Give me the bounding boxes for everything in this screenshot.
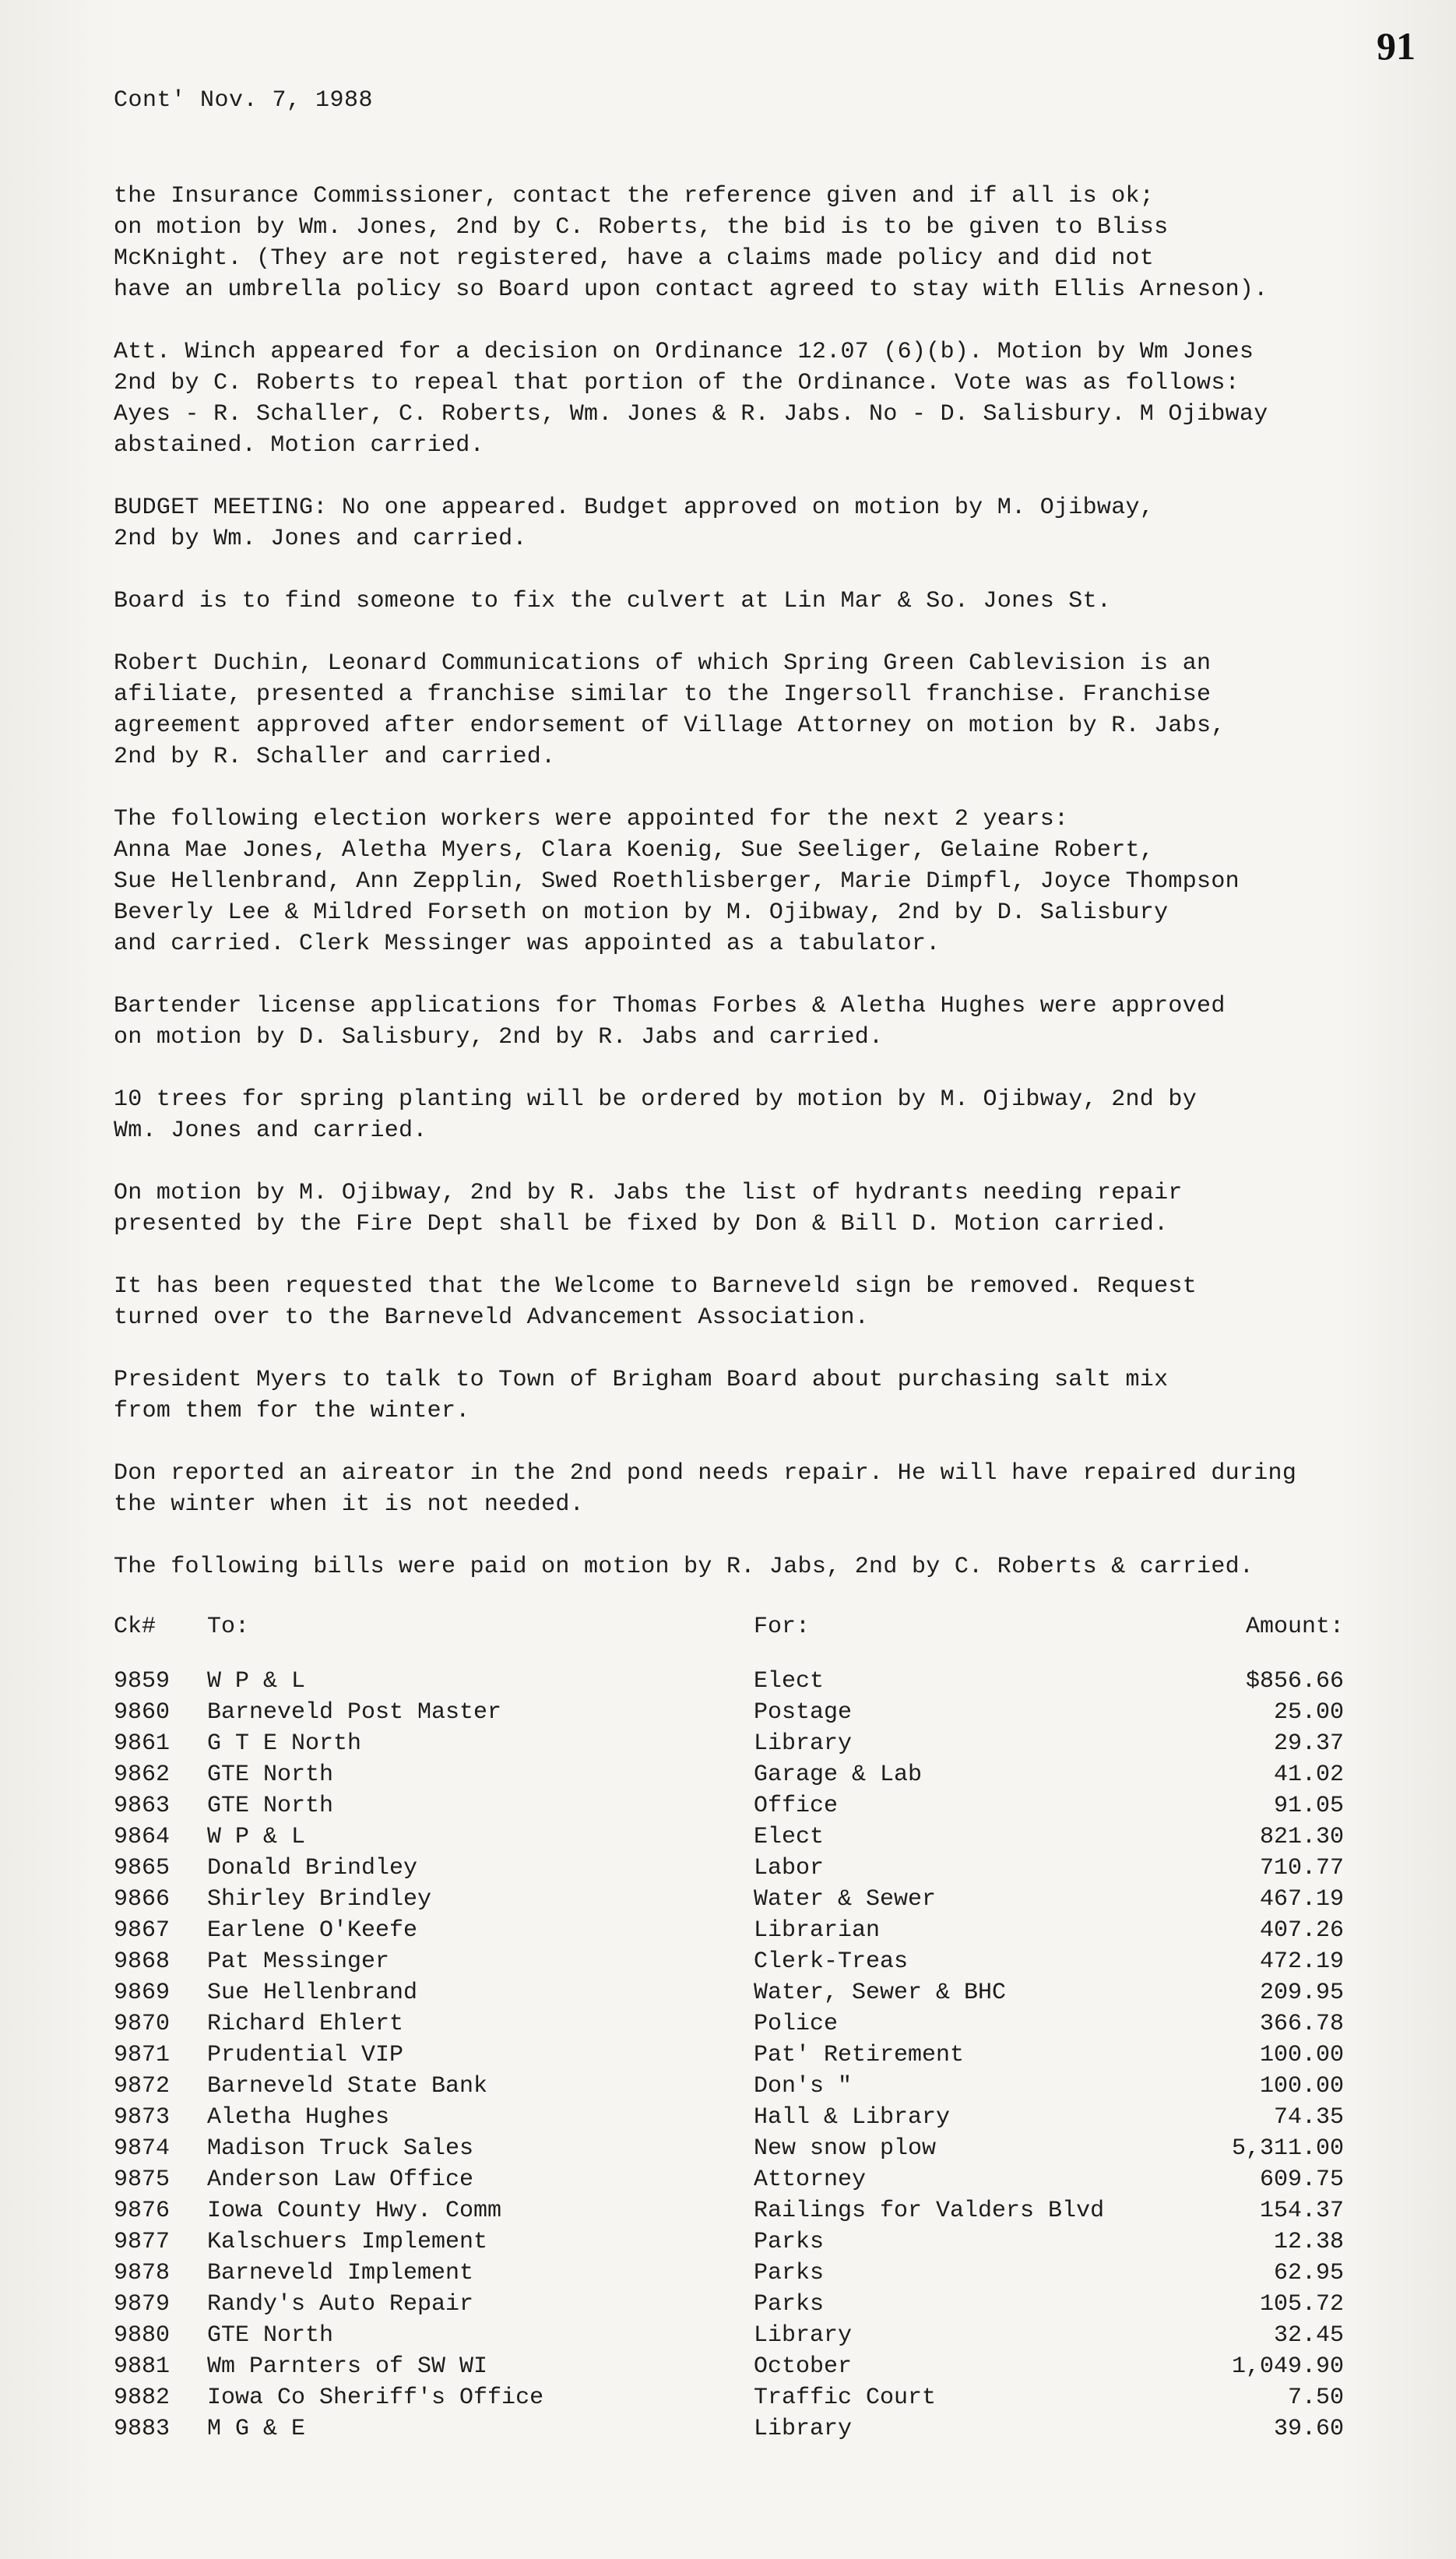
table-row (114, 2167, 1344, 2198)
bill-payee: Barneveld State Bank (207, 2073, 488, 2100)
bill-amount: 41.02 (1273, 1762, 1344, 1788)
bill-ck: 9865 (114, 1855, 171, 1881)
bill-ck: 9860 (114, 1699, 171, 1726)
paragraph-hydrants: On motion by M. Ojibway, 2nd by R. Jabs the list of hydrants needing repair presented by the Fire Dept shall be fixed by Don & Bill D. Motion carried. (114, 1180, 1183, 1237)
minutes-body (114, 181, 1437, 1582)
page-number: 91 (1377, 24, 1416, 68)
table-row (114, 1699, 1344, 1730)
bill-purpose: Water & Sewer (754, 1886, 937, 1913)
bill-purpose: Attorney (754, 2167, 867, 2193)
table-row (114, 2042, 1344, 2073)
bill-purpose: Library (754, 2416, 853, 2442)
table-row (114, 2073, 1344, 2104)
bills-header-row (114, 1614, 1344, 1645)
bill-payee: Wm Parnters of SW WI (207, 2353, 488, 2380)
bill-amount: 105.72 (1259, 2291, 1344, 2318)
bill-payee: Richard Ehlert (207, 2011, 404, 2037)
bill-ck: 9879 (114, 2291, 171, 2318)
bill-purpose: Postage (754, 1699, 853, 1726)
bill-amount: 609.75 (1259, 2167, 1344, 2193)
bill-ck: 9880 (114, 2322, 171, 2349)
bill-purpose: Traffic Court (754, 2385, 937, 2411)
bill-payee: Anderson Law Office (207, 2167, 474, 2193)
paragraph-budget: BUDGET MEETING: No one appeared. Budget approved on motion by M. Ojibway, 2nd by Wm. Jones and carried. (114, 495, 1155, 552)
bills-table (114, 1614, 1344, 2447)
table-row (114, 2416, 1344, 2447)
bill-payee: GTE North (207, 2322, 334, 2349)
bill-payee: Pat Messinger (207, 1948, 390, 1975)
table-row (114, 2385, 1344, 2416)
bill-ck: 9874 (114, 2135, 171, 2162)
paragraph-sign: It has been requested that the Welcome to Barneveld sign be removed. Request turned over to the Barneveld Advancement Association. (114, 1273, 1198, 1331)
bill-ck: 9869 (114, 1980, 171, 2006)
bill-purpose: Labor (754, 1855, 825, 1881)
paragraph-salt: President Myers to talk to Town of Brigham Board about purchasing salt mix from them for the winter. (114, 1367, 1169, 1424)
bill-ck: 9866 (114, 1886, 171, 1913)
paragraph-election-workers: The following election workers were appointed for the next 2 years: Anna Mae Jones, Aletha Myers, Clara Koenig, Sue Seeliger, Gelaine Robert, Sue Hellenbrand, Ann Zepplin, Swed Roethlisberger, Marie Dimpfl, Joyce Thompson Beverly Lee & Mildred Forseth on motion by M. Ojibway, 2nd by D. Salisbury and carried. Clerk Messinger was appointed as a tabulator. (114, 806, 1240, 957)
bill-payee: M G & E (207, 2416, 306, 2442)
paragraph-aireator: Don reported an aireator in the 2nd pond needs repair. He will have repaired during the winter when it is not needed. (114, 1460, 1297, 1518)
bill-ck: 9859 (114, 1668, 171, 1695)
bill-amount: 100.00 (1259, 2073, 1344, 2100)
table-row (114, 2291, 1344, 2322)
paragraph-franchise: Robert Duchin, Leonard Communications of which Spring Green Cablevision is an afiliate, presented a franchise similar to the Ingersoll franchise. Franchise agreement approved after endorsement of Village Attorney on motion by R. Jabs, 2nd by R. Schaller and carried. (114, 650, 1226, 770)
bill-ck: 9871 (114, 2042, 171, 2068)
bill-purpose: Elect (754, 1824, 825, 1850)
table-row (114, 2135, 1344, 2167)
bill-payee: Iowa County Hwy. Comm (207, 2198, 502, 2224)
bill-amount: 821.30 (1259, 1824, 1344, 1850)
table-row (114, 2260, 1344, 2291)
bill-payee: W P & L (207, 1824, 306, 1850)
bill-ck: 9876 (114, 2198, 171, 2224)
bill-ck: 9878 (114, 2260, 171, 2286)
bill-amount: 209.95 (1259, 1980, 1344, 2006)
bill-ck: 9875 (114, 2167, 171, 2193)
bill-purpose: New snow plow (754, 2135, 937, 2162)
bill-purpose: October (754, 2353, 853, 2380)
bill-purpose: Hall & Library (754, 2104, 951, 2131)
paragraph-culvert: Board is to find someone to fix the culvert at Lin Mar & So. Jones St. (114, 588, 1112, 614)
bill-amount: 407.26 (1259, 1917, 1344, 1944)
bill-purpose: Elect (754, 1668, 825, 1695)
bill-purpose: Library (754, 2322, 853, 2349)
bill-payee: Barneveld Post Master (207, 1699, 502, 1726)
bill-amount: 710.77 (1259, 1855, 1344, 1881)
table-row (114, 1824, 1344, 1855)
bill-amount: 12.38 (1273, 2229, 1344, 2255)
table-row (114, 2353, 1344, 2385)
bill-amount: 32.45 (1273, 2322, 1344, 2349)
bill-amount: 1,049.90 (1231, 2353, 1344, 2380)
paragraph-bartender: Bartender license applications for Thomas Forbes & Aletha Hughes were approved on motion by D. Salisbury, 2nd by R. Jabs and carried. (114, 993, 1226, 1051)
bill-ck: 9862 (114, 1762, 171, 1788)
table-row (114, 2322, 1344, 2353)
bill-purpose: Parks (754, 2229, 825, 2255)
bill-purpose: Water, Sewer & BHC (754, 1980, 1007, 2006)
bill-payee: Sue Hellenbrand (207, 1980, 418, 2006)
bill-purpose: Clerk-Treas (754, 1948, 909, 1975)
bill-purpose: Garage & Lab (754, 1762, 923, 1788)
paragraph-insurance: the Insurance Commissioner, contact the reference given and if all is ok; on motion by Wm. Jones, 2nd by C. Roberts, the bid is to be given to Bliss McKnight. (They are not registered, have a claims made policy and did not have an umbrella policy so Board upon contact agreed to stay with Ellis Arneson). (114, 183, 1268, 303)
bill-ck: 9872 (114, 2073, 171, 2100)
bill-amount: 29.37 (1273, 1730, 1344, 1757)
bill-amount: 366.78 (1259, 2011, 1344, 2037)
table-row (114, 2229, 1344, 2260)
bill-payee: Barneveld Implement (207, 2260, 474, 2286)
bill-amount: 467.19 (1259, 1886, 1344, 1913)
paragraph-ordinance: Att. Winch appeared for a decision on Ordinance 12.07 (6)(b). Motion by Wm Jones 2nd by C. Roberts to repeal that portion of the Ordinance. Vote was as follows: Ayes - R. Schaller, C. Roberts, Wm. Jones & R. Jabs. No - D. Salisbury. M Ojibway abstained. Motion carried. (114, 339, 1268, 459)
header-amount: Amount: (1245, 1614, 1344, 1640)
bill-ck: 9873 (114, 2104, 171, 2131)
header-for: For: (754, 1614, 811, 1640)
bill-payee: Randy's Auto Repair (207, 2291, 474, 2318)
bill-ck: 9861 (114, 1730, 171, 1757)
bill-payee: Kalschuers Implement (207, 2229, 488, 2255)
bill-purpose: Don's " (754, 2073, 853, 2100)
bill-ck: 9867 (114, 1917, 171, 1944)
bill-amount: $856.66 (1245, 1668, 1344, 1695)
bill-ck: 9868 (114, 1948, 171, 1975)
bill-payee: Earlene O'Keefe (207, 1917, 418, 1944)
bill-purpose: Railings for Valders Blvd (754, 2198, 1105, 2224)
bill-payee: Aletha Hughes (207, 2104, 390, 2131)
bill-amount: 5,311.00 (1231, 2135, 1344, 2162)
table-row (114, 1793, 1344, 1824)
bill-amount: 472.19 (1259, 1948, 1344, 1975)
table-row (114, 1668, 1344, 1699)
bill-payee: GTE North (207, 1793, 334, 1819)
table-row (114, 2104, 1344, 2135)
bill-purpose: Office (754, 1793, 839, 1819)
bills-rows (114, 1668, 1344, 2447)
bill-payee: Shirley Brindley (207, 1886, 432, 1913)
bill-amount: 62.95 (1273, 2260, 1344, 2286)
continuation-header: Cont' Nov. 7, 1988 (114, 87, 374, 114)
bill-payee: Iowa Co Sheriff's Office (207, 2385, 544, 2411)
bill-ck: 9883 (114, 2416, 171, 2442)
bill-amount: 25.00 (1273, 1699, 1344, 1726)
table-row (114, 1730, 1344, 1762)
bill-ck: 9864 (114, 1824, 171, 1850)
table-row (114, 1980, 1344, 2011)
bill-purpose: Librarian (754, 1917, 881, 1944)
bill-purpose: Parks (754, 2291, 825, 2318)
bill-payee: W P & L (207, 1668, 306, 1695)
bill-amount: 39.60 (1273, 2416, 1344, 2442)
bill-payee: Donald Brindley (207, 1855, 418, 1881)
bill-ck: 9882 (114, 2385, 171, 2411)
paragraph-trees: 10 trees for spring planting will be ordered by motion by M. Ojibway, 2nd by Wm. Jones and carried. (114, 1086, 1198, 1144)
bill-ck: 9870 (114, 2011, 171, 2037)
header-ck: Ck# (114, 1614, 157, 1640)
bill-payee: Madison Truck Sales (207, 2135, 474, 2162)
bill-purpose: Library (754, 1730, 853, 1757)
header-to: To: (207, 1614, 250, 1640)
table-row (114, 2011, 1344, 2042)
bill-amount: 100.00 (1259, 2042, 1344, 2068)
bill-purpose: Parks (754, 2260, 825, 2286)
paragraph-bills-intro: The following bills were paid on motion by R. Jabs, 2nd by C. Roberts & carried. (114, 1554, 1254, 1580)
bill-amount: 74.35 (1273, 2104, 1344, 2131)
bill-amount: 154.37 (1259, 2198, 1344, 2224)
bill-payee: Prudential VIP (207, 2042, 404, 2068)
table-row (114, 1855, 1344, 1886)
bill-payee: G T E North (207, 1730, 362, 1757)
bill-purpose: Police (754, 2011, 839, 2037)
table-row (114, 1886, 1344, 1917)
table-row (114, 1917, 1344, 1948)
bill-ck: 9863 (114, 1793, 171, 1819)
table-row (114, 2198, 1344, 2229)
bill-ck: 9881 (114, 2353, 171, 2380)
table-row (114, 1948, 1344, 1980)
bill-payee: GTE North (207, 1762, 334, 1788)
bill-amount: 7.50 (1287, 2385, 1344, 2411)
bill-ck: 9877 (114, 2229, 171, 2255)
bill-amount: 91.05 (1273, 1793, 1344, 1819)
table-row (114, 1762, 1344, 1793)
bill-purpose: Pat' Retirement (754, 2042, 965, 2068)
